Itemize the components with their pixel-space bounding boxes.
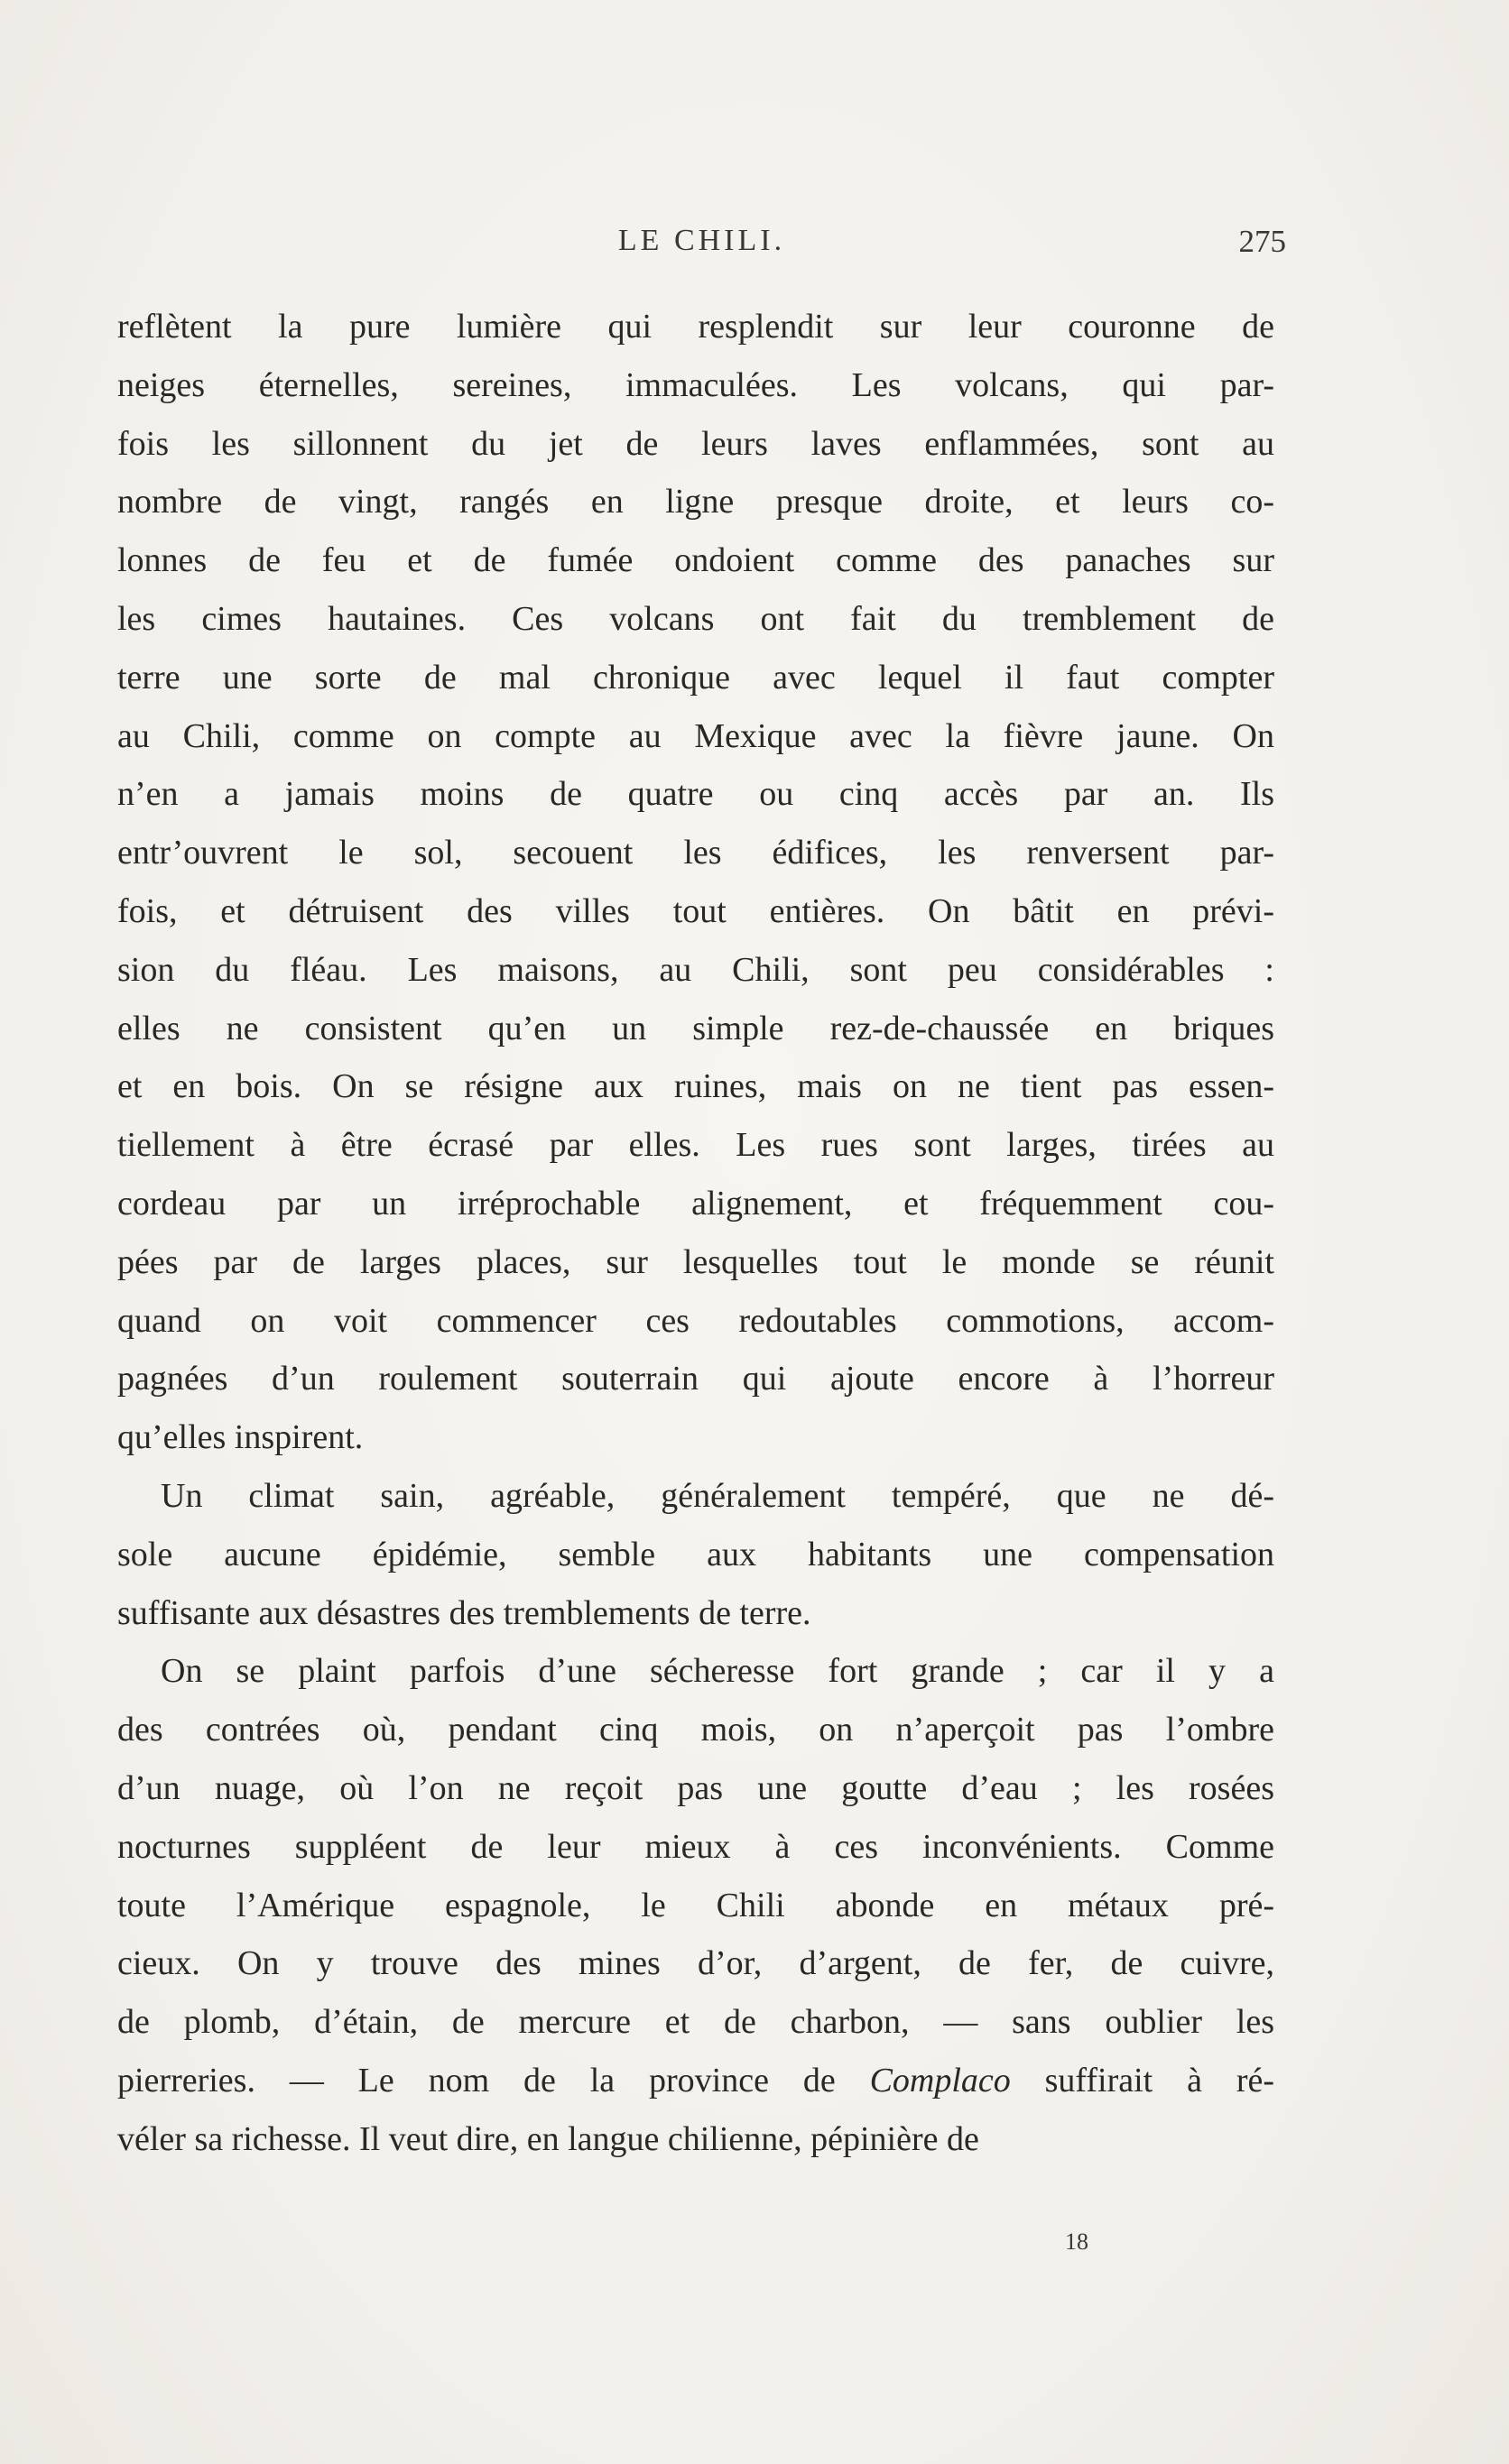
text-line: nocturnes suppléent de leur mieux à ces inconvénients. Comme [117,1827,1274,1866]
body-text [117,298,1274,2169]
text-line: cieux. On y trouve des mines d’or, d’argent, de fer, de cuivre, [117,1944,1274,1983]
text-line: lonnes de feu et de fumée ondoient comme des panaches sur [117,541,1274,580]
text-line: quand on voit commencer ces redoutables commotions, accom- [117,1301,1274,1340]
text-line: sole aucune épidémie, semble aux habitants une compensation [117,1535,1274,1573]
text-line: pées par de larges places, sur lesquelles tout le monde se réunit [117,1242,1274,1281]
text-line: et en bois. On se résigne aux ruines, mais on ne tient pas essen- [117,1067,1274,1106]
place-name: Complaco [869,2061,1011,2099]
text-line: fois, et détruisent des villes tout entières. On bâtit en prévi- [117,891,1274,930]
text-line: pierreries. — Le nom de la province de Complaco suffirait à ré- [117,2061,1274,2099]
text-line: n’en a jamais moins de quatre ou cinq accès par an. Ils [117,775,1274,814]
text-line: suffisante aux désastres des tremblements de terre. [117,1593,811,1632]
text-line: elles ne consistent qu’en un simple rez-de-chaussée en briques [117,1009,1274,1047]
text-line: toute l’Amérique espagnole, le Chili abonde en métaux pré- [117,1886,1274,1924]
text-line: tiellement à être écrasé par elles. Les rues sont larges, tirées au [117,1126,1274,1165]
text-line: sion du fléau. Les maisons, au Chili, sont peu considérables : [117,950,1274,989]
text-line: entr’ouvrent le sol, secouent les édifices, les renversent par- [117,834,1274,872]
paragraph [117,298,1274,1467]
paragraph [117,1642,1274,2168]
text-line: de plomb, d’étain, de mercure et de charbon, — sans oublier les [117,2003,1274,2042]
text-line: véler sa richesse. Il veut dire, en langue chilienne, pépinière de [117,2119,979,2158]
text-line: On se plaint parfois d’une sécheresse fort grande ; car il y a [161,1652,1274,1691]
page-number: 275 [1238,224,1286,259]
text-line: fois les sillonnent du jet de leurs laves enflammées, sont au [117,424,1274,463]
running-head [117,224,1286,269]
text-line: qu’elles inspirent. [117,1418,364,1457]
text-line: Un climat sain, agréable, généralement tempéré, que ne dé- [161,1476,1274,1515]
text-line: nombre de vingt, rangés en ligne presque droite, et leurs co- [117,483,1274,521]
text-line: reflètent la pure lumière qui resplendit sur leur couronne de [117,308,1274,346]
text-line: cordeau par un irréprochable alignement, et fréquemment cou- [117,1184,1274,1223]
text-line: des contrées où, pendant cinq mois, on n’aperçoit pas l’ombre [117,1711,1274,1749]
text-line: pagnées d’un roulement souterrain qui ajoute encore à l’horreur [117,1360,1274,1398]
text-line: au Chili, comme on compte au Mexique avec la fièvre jaune. On [117,716,1274,755]
text-line: neiges éternelles, sereines, immaculées. Les volcans, qui par- [117,365,1274,404]
text-line: d’un nuage, où l’on ne reçoit pas une goutte d’eau ; les rosées [117,1768,1274,1807]
paragraph [117,1467,1274,1642]
text-line: terre une sorte de mal chronique avec lequel il faut compter [117,658,1274,697]
running-title: LE CHILI. [617,224,786,257]
signature-mark: 18 [1065,2229,1088,2255]
text-line: les cimes hautaines. Ces volcans ont fait du tremblement de [117,599,1274,638]
